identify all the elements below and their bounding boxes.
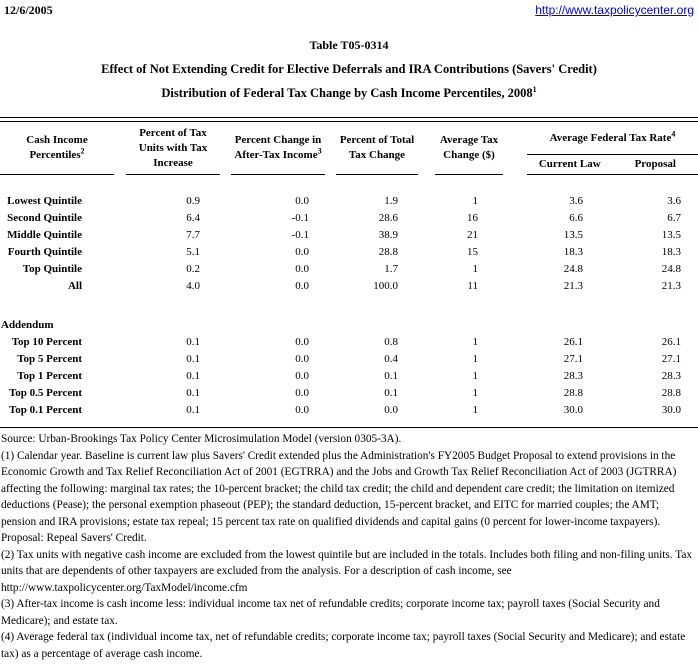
- addendum-label: Addendum: [1, 319, 54, 331]
- value-cell: 0.1: [186, 336, 200, 348]
- value-cell: 18.3: [563, 246, 583, 258]
- value-cell: 21.3: [661, 280, 681, 292]
- table-row: [0, 227, 698, 244]
- value-cell: 13.5: [661, 229, 681, 241]
- value-cell: 15: [467, 246, 478, 258]
- value-cell: 13.5: [563, 229, 583, 241]
- table-bottom-rule: [0, 427, 698, 428]
- row-label-cell: Top 0.1 Percent: [8, 404, 82, 416]
- value-cell: 1: [472, 195, 478, 207]
- value-cell: 0.2: [186, 263, 200, 275]
- value-cell: -0.1: [291, 229, 309, 241]
- value-cell: 1.9: [384, 195, 398, 207]
- value-cell: 0.0: [295, 404, 309, 416]
- value-cell: 0.0: [384, 404, 398, 416]
- value-cell: 16: [467, 212, 478, 224]
- value-cell: 30.0: [661, 404, 681, 416]
- value-cell: 38.9: [378, 229, 398, 241]
- distribution-table: [0, 122, 698, 427]
- main-rows: [0, 175, 698, 295]
- taxpolicycenter-link[interactable]: http://www.taxpolicycenter.org: [535, 3, 694, 17]
- value-cell: 28.6: [378, 212, 398, 224]
- value-cell: 0.8: [384, 336, 398, 348]
- value-cell: 0.0: [295, 280, 309, 292]
- row-label-cell: Top Quintile: [22, 263, 82, 275]
- footnote: (1) Calendar year. Baseline is current law plus Savers' Credit extended plus the Administration's FY2005 Budget Proposal to extend provisions in the Economic Growth and Tax Relief Reconciliation Act of 2001 (EGTRRA) and the Jobs and Growth Tax Relief Reconciliation Act of 2003 (JGTRRA) affecting the following: marginal tax rates; the 10-percent bracket; the child tax credit; the child and dependent care credit; the limitation on itemized deductions (Pease); the personal exemption phaseout (PEP); the standard deduction, 15-percent bracket, and EITC for married couples; the AMT; pension and IRA provisions; estate tax repeal; 15 percent tax rate on qualified dividends and capital gains (0 percent for lower-income taxpayers). Proposal: Repeal Savers' Credit.: [1, 449, 677, 544]
- document-date: 12/6/2005: [4, 3, 53, 17]
- subtitle-footnote-marker: 1: [532, 84, 537, 94]
- value-cell: 0.0: [295, 353, 309, 365]
- value-cell: 24.8: [661, 263, 681, 275]
- row-label-cell: Top 10 Percent: [11, 336, 82, 348]
- value-cell: 0.0: [295, 263, 309, 275]
- table-row: [0, 334, 698, 351]
- value-cell: 0.1: [186, 404, 200, 416]
- top-bar: [0, 0, 698, 18]
- value-cell: 28.8: [661, 387, 681, 399]
- table-row: [0, 402, 698, 419]
- group-subheaders: [527, 155, 698, 174]
- footnote: (4) Average federal tax (individual income tax, net of refundable credits; corporate income tax; payroll taxes (Social Security and Medicare); and estate tax) as a percentage of average cash income.: [1, 631, 686, 660]
- value-cell: 27.1: [661, 353, 681, 365]
- value-cell: 1: [472, 387, 478, 399]
- value-cell: 21: [467, 229, 478, 241]
- value-cell: 11: [467, 280, 478, 292]
- addendum-section-row: [0, 317, 698, 334]
- table-header: [0, 122, 698, 175]
- row-label-cell: Top 5 Percent: [17, 353, 82, 365]
- value-cell: 21.3: [563, 280, 583, 292]
- value-cell: 6.4: [186, 212, 200, 224]
- value-cell: 1: [472, 370, 478, 382]
- value-cell: 1: [472, 404, 478, 416]
- table-row: [0, 244, 698, 261]
- row-label-cell: Top 1 Percent: [17, 370, 82, 382]
- table-subtitle: [0, 86, 698, 101]
- table-row: [0, 351, 698, 368]
- value-cell: 3.6: [569, 195, 583, 207]
- value-cell: 6.6: [569, 212, 583, 224]
- value-cell: 100.0: [373, 280, 398, 292]
- value-cell: 26.1: [563, 336, 583, 348]
- table-row: [0, 210, 698, 227]
- footnote: (2) Tax units with negative cash income are excluded from the lowest quintile but are included in the totals. Includes both filing and non-filing units. Tax units that are dependents of other taxpayers are excluded from the analysis. For a description of cash income, see http://www.taxpolicycenter.org/TaxModel/income.cfm: [1, 548, 693, 594]
- value-cell: 4.0: [186, 280, 200, 292]
- value-cell: 28.3: [661, 370, 681, 382]
- row-label-cell: Middle Quintile: [7, 229, 82, 241]
- value-cell: 0.0: [295, 336, 309, 348]
- group-header-label: Average Federal Tax Rate$^4$: [527, 122, 698, 155]
- value-cell: 0.1: [384, 370, 398, 382]
- value-cell: 30.0: [563, 404, 583, 416]
- table-number-title: Table T05-0314: [309, 38, 389, 52]
- row-label-cell: Second Quintile: [7, 212, 82, 224]
- spacer-row: [0, 295, 698, 317]
- table-row: [0, 261, 698, 278]
- value-cell: 28.3: [563, 370, 583, 382]
- value-cell: 1.7: [384, 263, 398, 275]
- value-cell: 27.1: [563, 353, 583, 365]
- column-header-cash-income-percentiles: Cash Income Percentiles$^2$: [0, 122, 120, 175]
- value-cell: 0.0: [295, 387, 309, 399]
- value-cell: 26.1: [661, 336, 681, 348]
- subcolumn-header-current-law: Current Law: [538, 158, 601, 170]
- value-cell: 0.1: [186, 387, 200, 399]
- table-row: [0, 368, 698, 385]
- column-header-pct-change-after-tax-income: Percent Change in After-Tax Income$^3$: [226, 122, 330, 175]
- value-cell: -0.1: [291, 212, 309, 224]
- value-cell: 1: [472, 263, 478, 275]
- value-cell: 5.1: [186, 246, 200, 258]
- value-cell: 0.4: [384, 353, 398, 365]
- footnotes: [0, 431, 698, 662]
- value-cell: 24.8: [563, 263, 583, 275]
- row-label-cell: Top 0.5 Percent: [8, 387, 82, 399]
- table-row: [0, 385, 698, 402]
- row-label-cell: All: [67, 280, 82, 292]
- column-header-pct-tax-units-with-increase: Percent of Tax Units with Tax Increase: [120, 122, 226, 175]
- value-cell: 3.6: [667, 195, 681, 207]
- bottom-padding: [0, 419, 698, 427]
- title-block: [0, 38, 698, 101]
- column-group-average-federal-tax-rate: [527, 122, 698, 175]
- spacer-row: [0, 419, 698, 427]
- value-cell: 0.1: [384, 387, 398, 399]
- value-cell: 0.1: [186, 370, 200, 382]
- row-label-cell: Lowest Quintile: [7, 195, 82, 207]
- value-cell: 0.9: [186, 195, 200, 207]
- row-label-cell: Fourth Quintile: [7, 246, 82, 258]
- column-header-average-tax-change: Average Tax Change ($): [424, 122, 527, 175]
- addendum-rows: [0, 295, 698, 419]
- value-cell: 1: [472, 353, 478, 365]
- table-main-title: Effect of Not Extending Credit for Elective Deferrals and IRA Contributions (Savers' Credit): [101, 62, 597, 76]
- table-row: [0, 278, 698, 295]
- value-cell: 1: [472, 336, 478, 348]
- value-cell: 18.3: [661, 246, 681, 258]
- value-cell: 0.0: [295, 370, 309, 382]
- spacer-row: [0, 175, 698, 193]
- subcolumn-header-proposal: Proposal: [634, 158, 676, 170]
- table-row: [0, 193, 698, 210]
- footnote-list: [1, 448, 696, 663]
- column-header-pct-total-tax-change: Percent of Total Tax Change: [330, 122, 424, 175]
- value-cell: 28.8: [378, 246, 398, 258]
- value-cell: 0.1: [186, 353, 200, 365]
- value-cell: 28.8: [563, 387, 583, 399]
- footnote: (3) After-tax income is cash income less: individual income tax net of refundable credits; corporate income tax; payroll taxes (Social Security and Medicare); and estate tax.: [1, 598, 660, 627]
- value-cell: 6.7: [667, 212, 681, 224]
- source-note: Source: Urban-Brookings Tax Policy Center Microsimulation Model (version 0305-3A).: [1, 433, 402, 445]
- value-cell: 0.0: [295, 195, 309, 207]
- table-subtitle-text: Distribution of Federal Tax Change by Cash Income Percentiles, 2008: [161, 86, 533, 100]
- value-cell: 7.7: [186, 229, 200, 241]
- value-cell: 0.0: [295, 246, 309, 258]
